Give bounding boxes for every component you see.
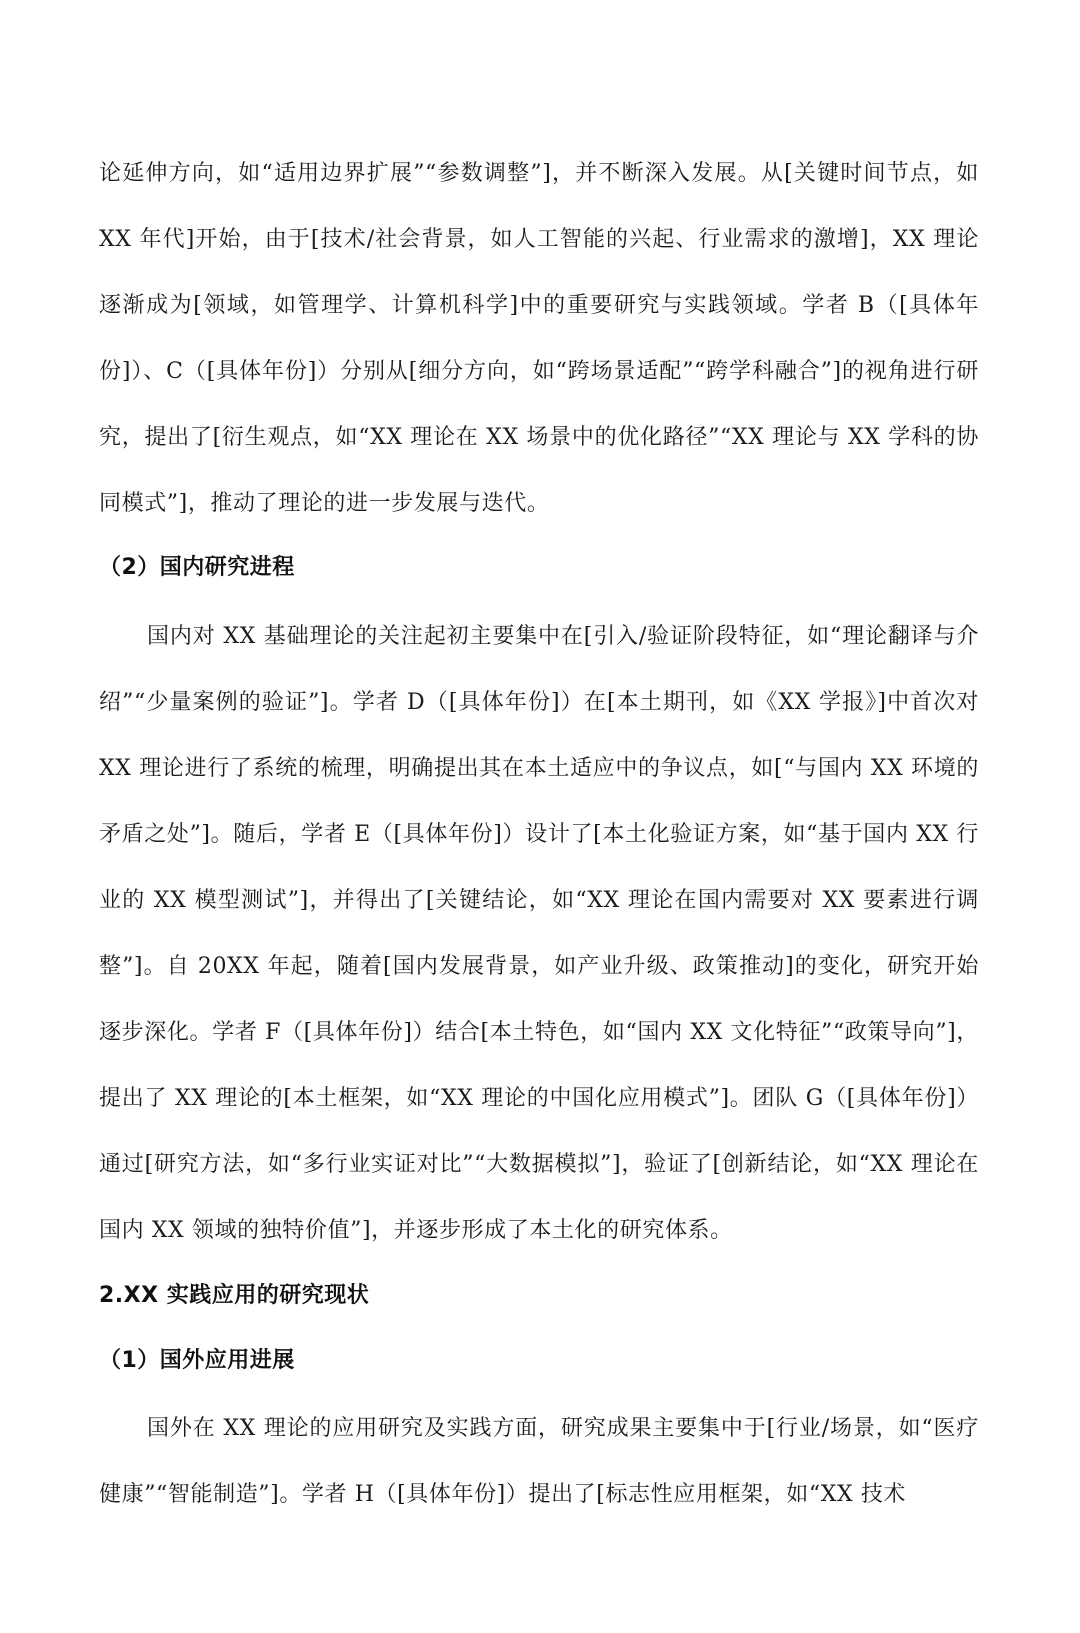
paragraph-international-theory-continued: 论延伸方向，如“适用边界扩展”“参数调整”]，并不断深入发展。从[关键时间节点，如 XX 年代]开始，由于[技术/社会背景，如人工智能的兴起、行业需求的激增]，XX 理论逐渐成为[领域，如管理学、计算机科学]中的重要研究与实践领域。学者 B（[具体年份]）、C（[具体年份]）分别从[细分方向，如“跨场景适配”“跨学科融合”]的视角进行研究，提出了[衍生观点，如“XX 理论在 XX 场景中的优化路径”“XX 理论与 XX 学科的协同模式”]，推动了理论的进一步发展与迭代。 [99, 161, 979, 516]
paragraph-domestic-research-progress: 国内对 XX 基础理论的关注起初主要集中在[引入/验证阶段特征，如“理论翻译与介绍”“少量案例的验证”]。学者 D（[具体年份]）在[本土期刊，如《XX 学报》]中首次对 XX 理论进行了系统的梳理，明确提出其在本土适应中的争议点，如[“与国内 XX 环境的矛盾之处”]。随后，学者 E（[具体年份]）设计了[本土化验证方案，如“基于国内 XX 行业的 XX 模型测试”]，并得出了[关键结论，如“XX 理论在国内需要对 XX 要素进行调整”]。自 20XX 年起，随着[国内发展背景，如产业升级、政策推动]的变化，研究开始逐步深化。学者 F（[具体年份]）结合[本土特色，如“国内 XX 文化特征”“政策导向”]，提出了 XX 理论的[本土框架，如“XX 理论的中国化应用模式”]。团队 G（[具体年份]）通过[研究方法，如“多行业实证对比”“大数据模拟”]，验证了[创新结论，如“XX 理论在国内 XX 领域的独特价值”]，并逐步形成了本土化的研究体系。 [99, 624, 979, 1243]
heading-domestic-research-progress: （2）国内研究进程 [99, 555, 295, 580]
paragraph-international-application-progress: 国外在 XX 理论的应用研究及实践方面，研究成果主要集中于[行业/场景，如“医疗健康”“智能制造”]。学者 H（[具体年份]）提出了[标志性应用框架，如“XX 技术 [99, 1416, 979, 1507]
heading-international-application-progress: （1）国外应用进展 [99, 1348, 295, 1373]
heading-practical-application-status: 2.XX 实践应用的研究现状 [99, 1283, 370, 1308]
